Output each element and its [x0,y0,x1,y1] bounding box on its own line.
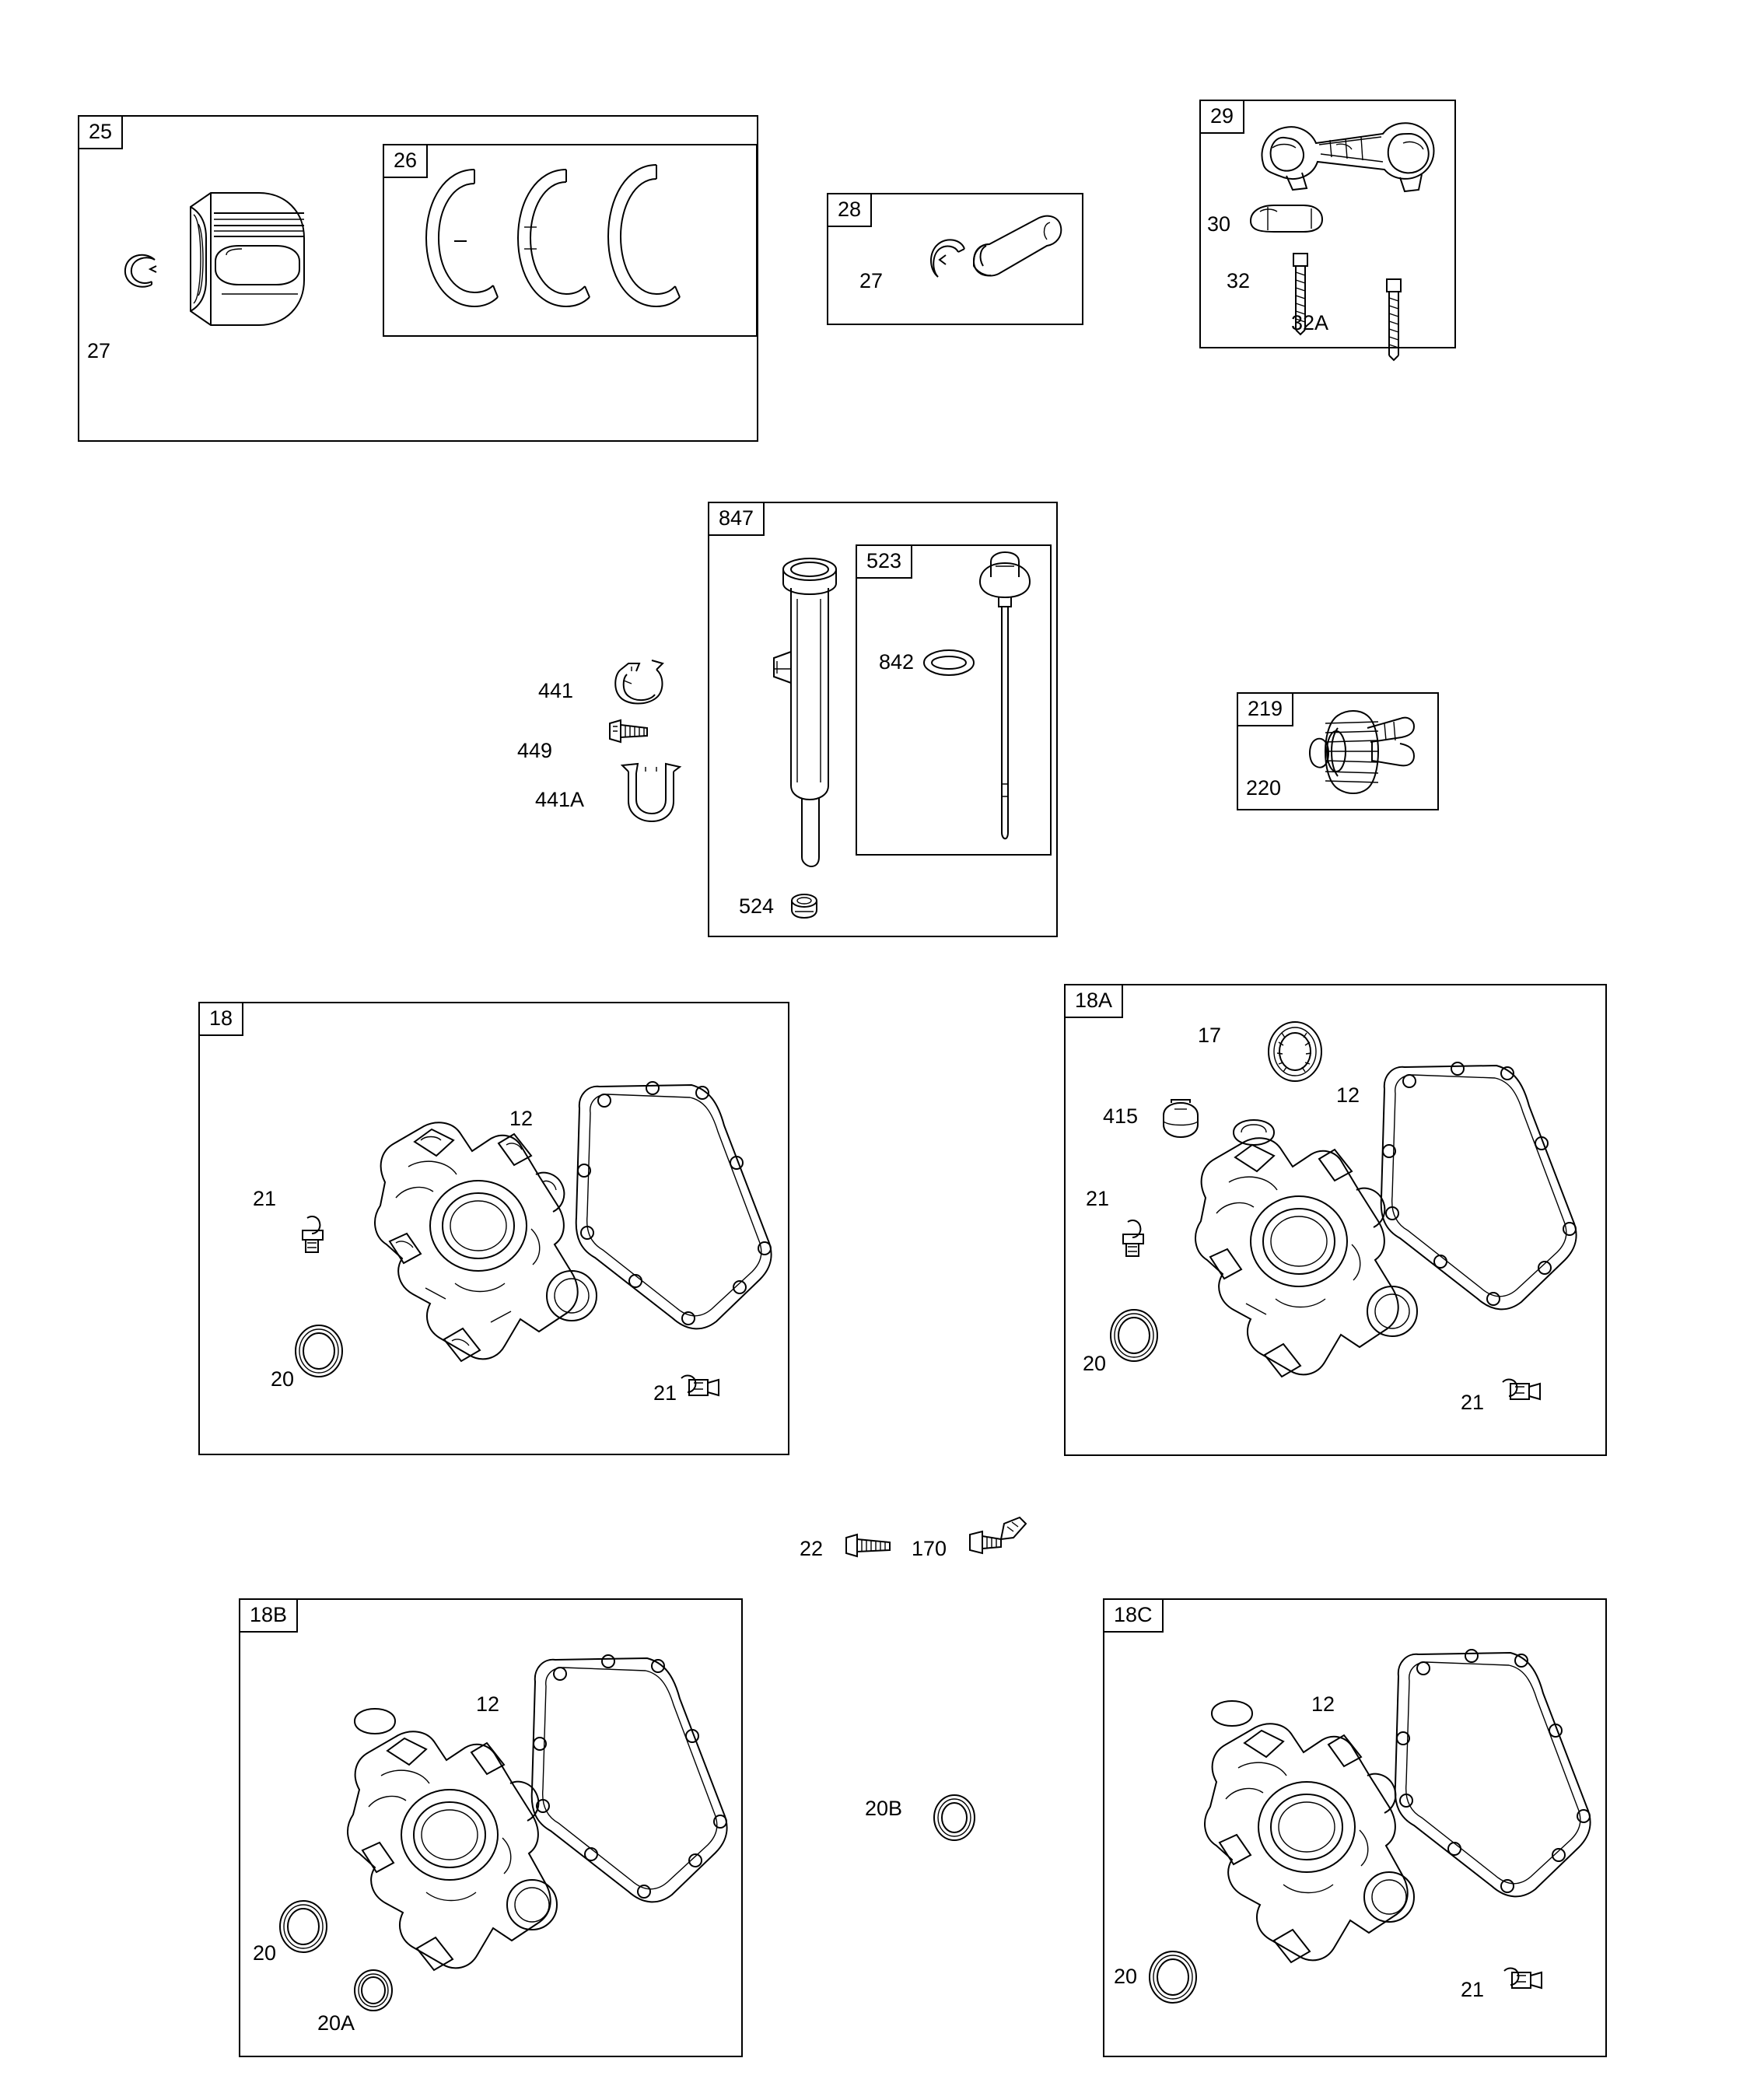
plug-21-lower-18-part [670,1369,725,1416]
callout-32a-rod-bolt: 32A [1291,311,1329,334]
callout-20-seal-18c: 20 [1114,1965,1138,1988]
bearing-17-part [1260,1019,1330,1084]
callout-20b-seal: 20B [865,1797,903,1820]
group-label-847: 847 [709,503,765,536]
group-label-26: 26 [384,145,428,178]
governor-gear-part [1291,700,1431,809]
screw-449-part [599,716,661,754]
seal-20-18a-part [1103,1307,1165,1364]
breather-415-part [1151,1098,1206,1145]
plug-21-18c-part [1493,1962,1548,2008]
gasket-12-part-18b [520,1627,745,1962]
callout-27-pin-lock: 27 [859,269,884,292]
callout-17-bearing: 17 [1198,1024,1222,1047]
callout-220-washer: 220 [1246,776,1282,800]
dipstick-tube-part [766,552,859,879]
plug-21-upper-18a-part [1112,1217,1156,1264]
callout-21-plug-18-lower: 21 [653,1381,677,1405]
clamp-441a-part [614,762,684,829]
callout-27-piston-lock: 27 [87,339,111,362]
callout-12-gasket-18a: 12 [1336,1083,1360,1107]
gasket-12-part-18a [1369,1034,1594,1369]
callout-12-gasket-18: 12 [509,1107,534,1130]
dipstick-part [964,551,1050,854]
tube-plug-524-part [786,891,823,926]
callout-170-stud: 170 [912,1537,947,1560]
stud-170-part [961,1513,1038,1564]
group-label-18b: 18B [240,1600,298,1633]
seal-20-18-part [288,1322,350,1380]
callout-20-seal-18: 20 [271,1367,295,1391]
callout-441a-clamp: 441A [535,788,585,811]
group-label-28: 28 [828,194,872,227]
plug-21-lower-18a-part [1492,1373,1546,1419]
plug-21-upper-18-part [292,1213,335,1260]
screw-22-part [838,1528,901,1566]
dipstick-seal-842-part [922,644,976,681]
gasket-12-part-18c [1383,1622,1608,1956]
callout-21-plug-18a-upper: 21 [1086,1187,1110,1210]
seal-20a-18b-part [348,1968,398,2013]
group-label-29: 29 [1201,101,1244,134]
piston-lock-ring-part [121,250,167,291]
rod-cap-part [1244,201,1338,244]
group-label-25: 25 [79,117,123,149]
callout-842-seal: 842 [879,650,915,674]
callout-21-plug-18c: 21 [1461,1978,1485,2001]
clamp-441-part [605,657,675,712]
callout-12-gasket-18b: 12 [476,1692,500,1716]
piston-rings-part [389,152,754,324]
seal-20b-part [927,1793,982,1843]
piston-part [167,177,338,348]
callout-20-seal-18a: 20 [1083,1352,1107,1375]
group-label-18: 18 [200,1003,243,1036]
callout-20-seal-18b: 20 [253,1941,277,1965]
callout-32-rod-bolt: 32 [1227,269,1251,292]
callout-22-screw: 22 [800,1537,824,1560]
group-label-18a: 18A [1066,985,1123,1018]
callout-524-plug: 524 [739,894,775,918]
callout-30-rod-cap: 30 [1207,212,1231,236]
seal-20-18c-part [1142,1948,1204,2006]
callout-12-gasket-18c: 12 [1311,1692,1335,1716]
rod-bolt-32a-part [1381,276,1409,362]
callout-415-breather: 415 [1103,1104,1139,1128]
callout-21-plug-18-upper: 21 [253,1187,277,1210]
group-label-219: 219 [1238,694,1293,726]
seal-20-18b-part [272,1898,334,1955]
piston-pin-part [902,201,1073,310]
callout-449-screw: 449 [517,739,553,762]
callout-20a-seal-18b: 20A [317,2011,355,2035]
callout-21-plug-18a-lower: 21 [1461,1391,1485,1414]
gasket-12-part-18 [564,1054,789,1388]
callout-441-clamp: 441 [538,679,574,702]
group-label-18c: 18C [1104,1600,1164,1633]
group-label-523: 523 [857,546,912,579]
